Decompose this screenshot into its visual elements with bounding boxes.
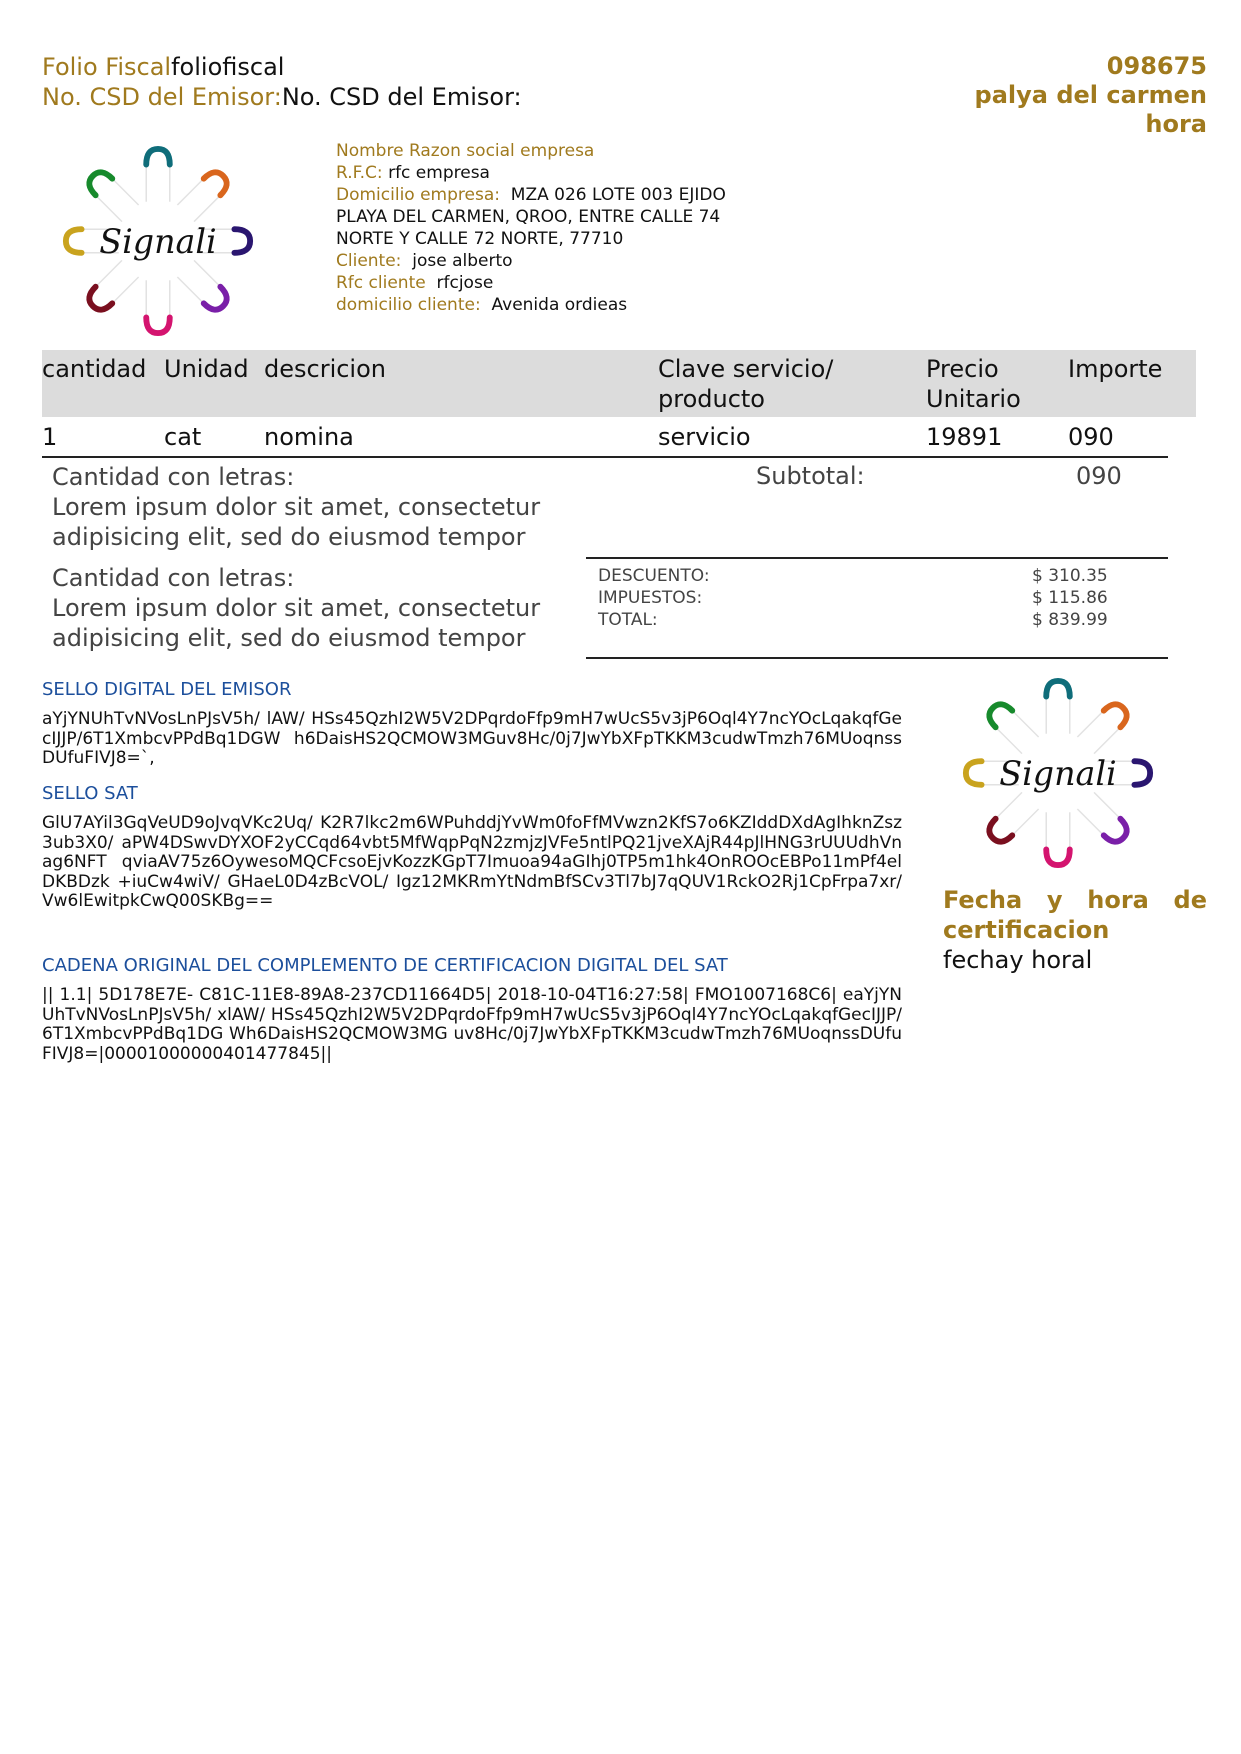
seal-emisor-title: SELLO DIGITAL DEL EMISOR: [42, 679, 292, 700]
certification-label: Fecha y hora de certificacion: [943, 886, 1207, 944]
amount-words-label: Cantidad con letras:: [52, 564, 295, 592]
items-table-header: [42, 350, 1196, 417]
company-logo-secondary: [960, 675, 1156, 871]
certification-block: [943, 885, 1207, 975]
logo-petal: [177, 260, 231, 314]
company-rfc-value: rfc empresa: [388, 163, 490, 183]
cell-descripcion: nomina: [264, 423, 354, 451]
company-logo: [60, 143, 256, 339]
amount-words-1: [52, 462, 572, 552]
company-address-line: [336, 184, 756, 250]
cell-unidad: cat: [164, 423, 202, 451]
signali-logo-icon: [960, 675, 1156, 871]
logo-petal: [85, 260, 139, 314]
cell-cantidad: 1: [42, 423, 58, 451]
certification-value: fechay horal: [943, 946, 1093, 974]
logo-petal: [1077, 700, 1131, 754]
total-label: TOTAL:: [598, 610, 658, 630]
col-header-precio: Precio Unitario: [926, 355, 1021, 413]
invoice-number: 098675: [1106, 52, 1207, 80]
totals-box: [586, 557, 1168, 659]
logo-petal: [146, 149, 170, 202]
invoice-time: hora: [1145, 110, 1207, 138]
seal-emisor-text: aYjYNUhTvNVosLnPJsV5h/ lAW/ HSs45QzhI2W5V2DPqrdoFfp9mH7wUcS5v3jP6Oql4Y7ncYOcLqakqfGecIJJP/6T1XmbcvPPdBq1DGW h6DaisHS2QCMOW3MGuv8Hc/0j7JwYbXFpTKKM3cudwTmzh76MUoqnssDUfuFIVJ8=`,: [42, 709, 902, 768]
amount-words-2: [52, 563, 572, 653]
seal-sat-title: SELLO SAT: [42, 783, 138, 804]
chain-text: || 1.1| 5D178E7E- C81C-11E8-89A8-237CD11664D5| 2018-10-04T16:27:58| FMO1007168C6| eaYjYNUhTvNVosLnPJsV5h/ xlAW/ HSs45QzhI2W5V2DPqrdoFfp9mH7wUcS5v3jP6Oql4Y7ncYOcLqakqfGecIJJP/6T1XmbcvPPdBq1DG Wh6DaisHS2QCMOW3MG uv8Hc/0j7JwYbXFpTKKM3cudwTmzh76MUoqnssDUfuFIVJ8=|00001000000401477845||: [42, 985, 902, 1064]
client-address-line: [336, 294, 756, 316]
signali-logo-icon: [60, 143, 256, 339]
amount-words-label: Cantidad con letras:: [52, 463, 295, 491]
client-address-value: Avenida ordieas: [491, 295, 628, 315]
chain-title: CADENA ORIGINAL DEL COMPLEMENTO DE CERTIFICACION DIGITAL DEL SAT: [42, 955, 728, 976]
invoice-header-right: [975, 52, 1207, 139]
client-line: [336, 250, 756, 272]
seal-sat-text: GlU7AYil3GqVeUD9oJvqVKc2Uq/ K2R7lkc2m6WPuhddjYvWm0foFfMVwzn2KfS7o6KZIddDXdAgIhknZsz3ub3X0/ aPW4DSwvDYXOF2yCCqd64vbt5MfWqpPqN2zmjzJVFe5ntlPQ21jveXAjR44pJlHNG3rUUUdhVnag6NFT qviaAV75z6OywesoMQCFcsoEjvKozzKGpT7Imuoa94aGIhj0TP5m1hk4OnROOcEBPo11mPf4elDKBDzk +iuCw4wiV/ GHaeL0D4zBcVOL/ Igz12MKRmYtNdmBfSCv3Tl7bJ7qQUV1RckO2Rj1CpFrpa7xr/ Vw6lEwitpkCwQ00SKBg==: [42, 813, 902, 911]
cell-importe: 090: [1068, 423, 1114, 451]
logo-petal: [146, 280, 170, 333]
csd-value: No. CSD del Emisor:: [281, 83, 522, 111]
col-header-cantidad: cantidad: [42, 355, 147, 383]
company-rfc-label: R.F.C:: [336, 163, 383, 183]
col-header-importe: Importe: [1068, 355, 1163, 383]
amount-words-text: Lorem ipsum dolor sit amet, consectetur adipisicing elit, sed do eiusmod tempor: [52, 493, 541, 551]
csd-label: No. CSD del Emisor:: [42, 83, 282, 111]
logo-petal: [177, 168, 231, 222]
logo-petal: [1077, 792, 1131, 846]
col-header-clave: Clave servicio/ producto: [658, 355, 834, 413]
logo-petal: [1046, 681, 1070, 734]
logo-petal: [985, 700, 1039, 754]
client-rfc-label: Rfc cliente: [336, 273, 426, 293]
company-address-label: Domicilio empresa:: [336, 185, 500, 205]
company-address-value: MZA 026 LOTE 003 EJIDO PLAYA DEL CARMEN, QROO, ENTRE CALLE 74 NORTE Y CALLE 72 NORTE, 77710: [336, 185, 726, 249]
logo-petal: [985, 792, 1039, 846]
total-value: $ 839.99: [1032, 610, 1108, 630]
folio-fiscal-label: Folio Fiscal: [42, 53, 172, 81]
col-header-unidad: Unidad: [164, 355, 249, 383]
client-value: jose alberto: [412, 251, 513, 271]
subtotal-value: 090: [1076, 462, 1122, 490]
taxes-value: $ 115.86: [1032, 588, 1108, 608]
table-row: [42, 420, 1168, 458]
discount-value: $ 310.35: [1032, 566, 1108, 586]
logo-wordmark: Signali: [999, 753, 1117, 793]
company-name: Nombre Razon social empresa: [336, 141, 595, 161]
discount-label: DESCUENTO:: [598, 566, 710, 586]
client-address-label: domicilio cliente:: [336, 295, 481, 315]
cell-clave: servicio: [658, 423, 751, 451]
company-rfc-line: [336, 162, 756, 184]
invoice-place: palya del carmen: [974, 81, 1207, 109]
logo-petal: [85, 168, 139, 222]
folio-fiscal-value: foliofiscal: [171, 53, 285, 81]
client-label: Cliente:: [336, 251, 402, 271]
logo-petal: [1046, 812, 1070, 865]
client-rfc-line: [336, 272, 756, 294]
taxes-label: IMPUESTOS:: [598, 588, 703, 608]
subtotal-label: Subtotal:: [756, 462, 865, 490]
company-info: [336, 140, 756, 316]
csd-line: [42, 82, 522, 112]
cell-precio: 19891: [926, 423, 1003, 451]
folio-fiscal-line: [42, 52, 284, 82]
col-header-descripcion: descricion: [264, 355, 386, 383]
client-rfc-value: rfcjose: [436, 273, 494, 293]
amount-words-text: Lorem ipsum dolor sit amet, consectetur adipisicing elit, sed do eiusmod tempor: [52, 594, 541, 652]
logo-wordmark: Signali: [99, 221, 217, 261]
